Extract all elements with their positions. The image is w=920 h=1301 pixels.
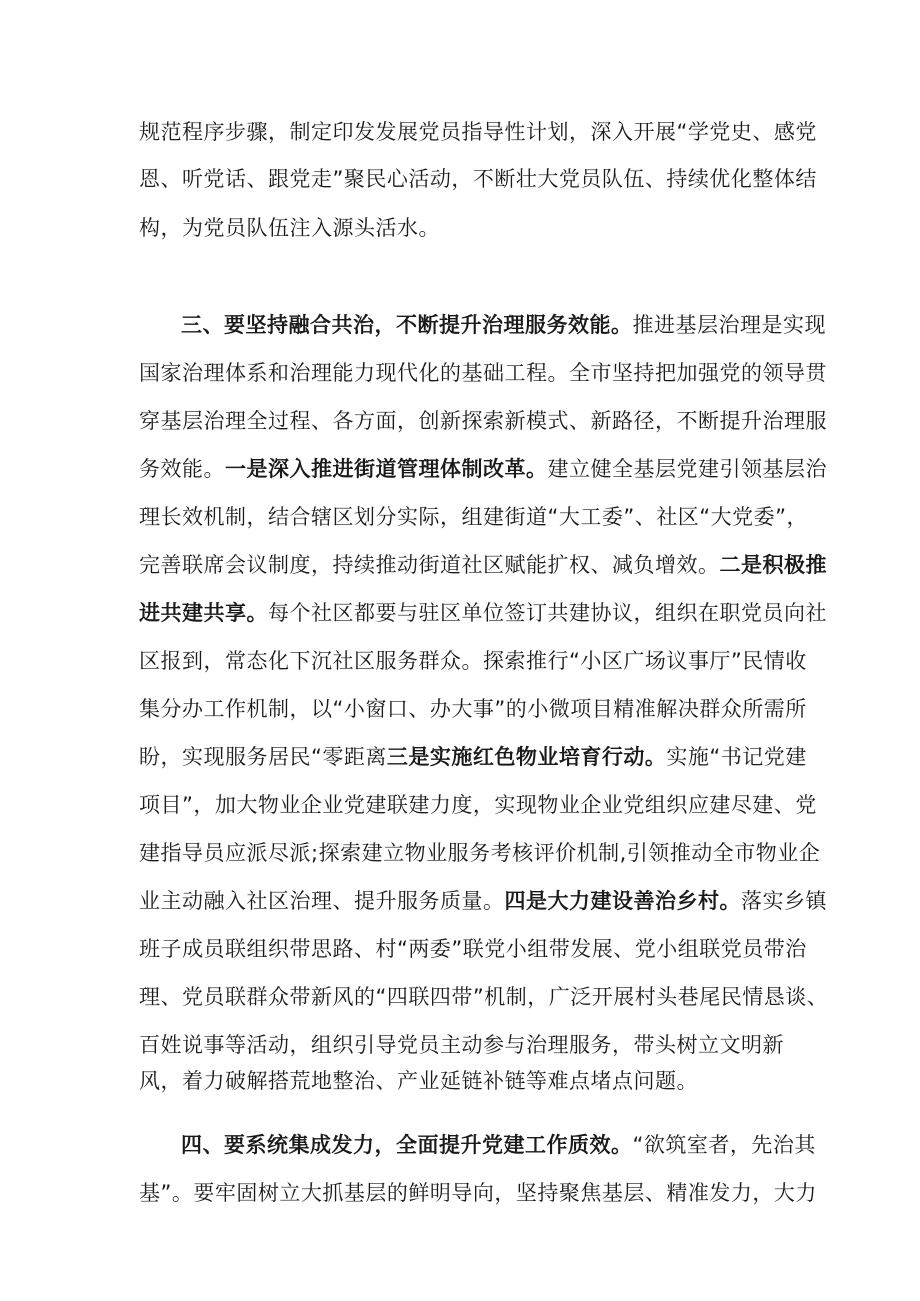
text-run: 穿基层治理全过程、各方面，创新探索新模式、新路径，不断提升治理服 (139, 409, 827, 433)
text-line (139, 406, 827, 436)
text-run: 区报到，常态化下沉社区服务群众。探索推行“小区广场议事厅”民情收 (139, 649, 807, 673)
text-run: 完善联席会议制度，持续推动街道社区赋能扩权、减负增效。 (139, 553, 720, 577)
text-run: 百姓说事等活动，组织引导党员主动参与治理服务，带头树立文明新 (139, 1033, 784, 1057)
text-run: 规范程序步骤，制定印发发展党员指导性计划，深入开展“学党史、感党 (139, 120, 817, 144)
text-run: 理、党员联群众带新风的“四联四带”机制，广泛开展村头巷尾民情恳谈、 (139, 985, 829, 1009)
subsection-heading: 进共建共享。 (139, 601, 268, 625)
text-line (139, 454, 827, 484)
text-run: 恩、听党话、跟党走”聚民心活动，不断壮大党员队伍、持续优化整体结 (139, 167, 817, 191)
subsection-heading: 一是深入推进街道管理体制改革。 (225, 457, 548, 481)
text-line (139, 886, 827, 916)
text-line (139, 1066, 698, 1096)
subsection-heading: 四是大力建设善治乡村。 (504, 889, 741, 913)
text-run: 基”。要牢固树立大抓基层的鲜明导向，坚持聚焦基层、精准发力，大力 (139, 1181, 817, 1205)
subsection-heading: 二是积极推 (719, 553, 827, 577)
text-line (139, 550, 827, 580)
text-line (139, 934, 807, 964)
text-run: 建立健全基层党建引领基层治 (547, 457, 827, 481)
text-run: 盼，实现服务居民“零距离 (139, 745, 387, 769)
text-line (139, 838, 820, 868)
text-line (139, 982, 828, 1012)
section-heading: 四、要系统集成发力，全面提升党建工作质效。 (181, 1133, 633, 1157)
text-line (139, 646, 807, 676)
text-line (139, 1178, 817, 1208)
text-run: 建指导员应派尽派;探索建立物业服务考核评价机制,引领推动全市物业企 (139, 841, 821, 865)
text-run: 理长效机制，结合辖区划分实际，组建街道“大工委”、社区“大党委”， (139, 505, 809, 529)
text-run: 集分办工作机制，以“小窗口、办大事”的小微项目精准解决群众所需所 (139, 697, 807, 721)
text-run: 班子成员联组织带思路、村“两委”联党小组带发展、党小组联党员带治 (139, 937, 807, 961)
text-run: 推进基层治理是实现 (632, 313, 826, 337)
text-line (139, 164, 817, 194)
text-run: 项目”，加大物业企业党建联建力度，实现物业企业党组织应建尽建、党 (139, 793, 817, 817)
text-run: 实施“书记党建 (666, 745, 807, 769)
text-line (139, 790, 817, 820)
text-run: 构，为党员队伍注入源头活水。 (139, 216, 440, 240)
text-line (139, 358, 827, 388)
text-line (139, 117, 817, 147)
text-line (139, 1030, 784, 1060)
text-line (139, 694, 807, 724)
text-line (139, 598, 827, 628)
text-run: “欲筑室者，先治其 (632, 1133, 816, 1157)
text-run: 落实乡镇 (741, 889, 827, 913)
text-run: 务效能。 (139, 457, 225, 481)
text-run: 国家治理体系和治理能力现代化的基础工程。全市坚持把加强党的领导贯 (139, 361, 827, 385)
text-line (139, 213, 440, 243)
text-line (181, 310, 826, 340)
text-run: 业主动融入社区治理、提升服务质量。 (139, 889, 505, 913)
text-line (139, 742, 807, 772)
text-run: 每个社区都要与驻区单位签订共建协议，组织在职党员向社 (268, 601, 827, 625)
text-line (181, 1130, 816, 1160)
subsection-heading: 三是实施红色物业培育行动。 (386, 745, 667, 769)
text-run: 风，着力破解搭荒地整治、产业延链补链等难点堵点问题。 (139, 1069, 698, 1093)
text-line (139, 502, 808, 532)
section-heading: 三、要坚持融合共治，不断提升治理服务效能。 (181, 313, 633, 337)
